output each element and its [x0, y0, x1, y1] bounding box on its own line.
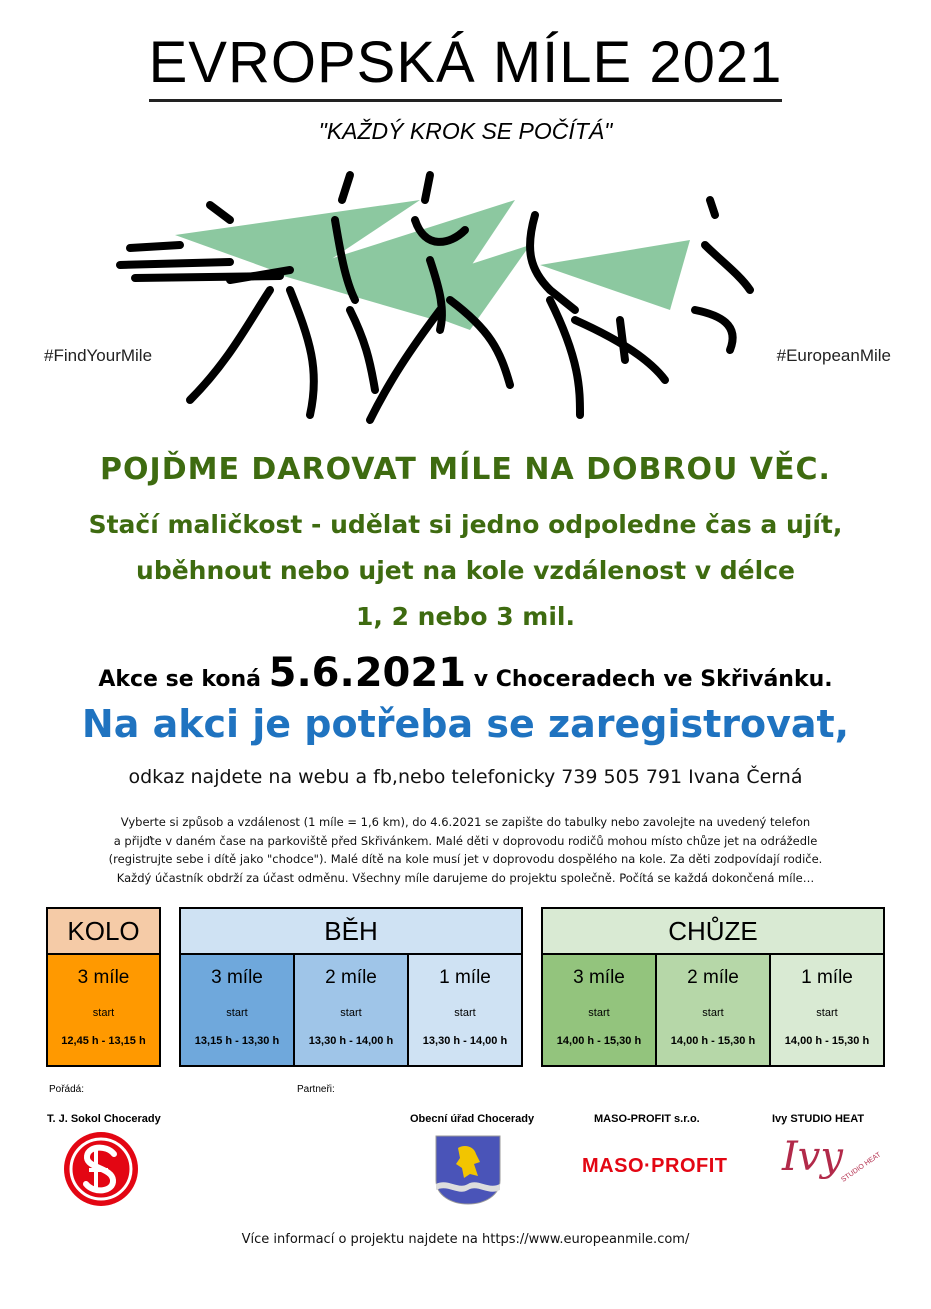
time-range: 13,30 h - 14,00 h [308, 1035, 394, 1047]
miles-label: 1 míle [439, 967, 491, 988]
registration-heading: Na akci je potřeba se zaregistrovat, [81, 702, 850, 746]
intro-line-3: 1, 2 nebo 3 mil. [355, 602, 575, 631]
time-range: 13,30 h - 14,00 h [422, 1035, 508, 1047]
start-label: start [92, 1007, 115, 1019]
table-beh [179, 907, 523, 1067]
hashtag-europeanmile: #EuropeanMile [776, 346, 891, 365]
chuze-cell-1 [770, 954, 884, 1066]
chuze-header: CHŮZE [542, 908, 884, 954]
beh-cell-2 [294, 954, 408, 1066]
chuze-cell-3 [542, 954, 656, 1066]
beh-cell-3 [180, 954, 294, 1066]
intro-line-1: Stačí maličkost - udělat si jedno odpoledne čas a ujít, [88, 510, 843, 539]
kolo-cell [47, 954, 160, 1066]
maso-name: MASO-PROFIT s.r.o. [594, 1113, 700, 1125]
miles-label: 3 míle [77, 967, 130, 988]
details-line: Vyberte si způsob a vzdálenost (1 míle = 1,6 km), do 4.6.2021 se zapište do tabulky nebo zavolejte na uvedený telefon [120, 815, 811, 829]
event-place: v Choceradech ve Skřivánku. [473, 667, 833, 692]
sokol-logo [62, 1130, 140, 1208]
maso-profit-logo: MASO·PROFIT [582, 1155, 728, 1177]
time-range: 13,15 h - 13,30 h [194, 1035, 280, 1047]
hashtag-findyourmile: #FindYourMile [44, 346, 153, 365]
start-label: start [226, 1007, 248, 1019]
event-prefix: Akce se koná [98, 667, 261, 692]
headline: POJĎME DAROVAT MÍLE NA DOBROU VĚC. [100, 452, 831, 487]
table-kolo [46, 907, 161, 1067]
chocerady-coat-of-arms [434, 1134, 502, 1206]
ivy-name: Ivy STUDIO HEAT [772, 1113, 865, 1125]
poster-title: EVROPSKÁ MÍLE 2021 [0, 30, 931, 96]
event-date: 5.6.2021 [268, 650, 467, 696]
event-info [0, 650, 931, 696]
table-chuze [541, 907, 885, 1067]
beh-cell-1 [408, 954, 522, 1066]
intro-line-2: uběhnout nebo ujet na kole vzdálenost v délce [136, 556, 795, 585]
details-line: Každý účastník obdrží za účast odměnu. Všechny míle darujeme do projektu společně. Počítá se každá dokončená míle… [116, 870, 815, 885]
partners-label: Partneři: [297, 1084, 335, 1095]
miles-label: 3 míle [211, 967, 263, 988]
time-range: 14,00 h - 15,30 h [670, 1035, 756, 1047]
obec-name: Obecní úřad Chocerady [410, 1113, 535, 1125]
poster-subtitle: "KAŽDÝ KROK SE POČÍTÁ" [318, 118, 613, 144]
footer-info: Více informací o projektu najdete na https://www.europeanmile.com/ [241, 1232, 690, 1247]
time-range: 14,00 h - 15,30 h [784, 1035, 870, 1047]
beh-header: BĚH [180, 908, 522, 954]
start-label: start [702, 1007, 724, 1019]
chuze-cell-2 [656, 954, 770, 1066]
ivy-logo: Ivy [782, 1134, 843, 1180]
miles-label: 1 míle [801, 967, 853, 988]
contact-info: odkaz najdete na webu a fb,nebo telefonicky 739 505 791 Ivana Černá [128, 766, 803, 788]
organizer-label: Pořádá: [49, 1084, 85, 1095]
start-label: start [588, 1007, 610, 1019]
miles-label: 3 míle [573, 967, 625, 988]
time-range: 14,00 h - 15,30 h [556, 1035, 642, 1047]
details-line: (registrujte sebe i dítě jako "chodce"). Malé dítě na kole musí jet v doprovodu dospělého na kole. Za děti zodpovídají rodiče. [108, 852, 823, 866]
kolo-header: KOLO [47, 908, 160, 954]
ivy-logo-sub: STUDIO HEAT [840, 1151, 883, 1184]
start-label: start [816, 1007, 838, 1019]
sokol-name: T. J. Sokol Chocerady [47, 1113, 161, 1125]
start-label: start [340, 1007, 362, 1019]
time-range: 12,45 h - 13,15 h [61, 1035, 146, 1047]
details-line: a přijďte v daném čase na parkoviště před Skřivánkem. Malé děti v doprovodu rodičů mohou místo chůze jet na odrážedle [113, 833, 818, 848]
runners-illustration [110, 160, 790, 430]
miles-label: 2 míle [325, 967, 377, 988]
start-label: start [454, 1007, 476, 1019]
details-text [60, 813, 871, 887]
miles-label: 2 míle [687, 967, 739, 988]
